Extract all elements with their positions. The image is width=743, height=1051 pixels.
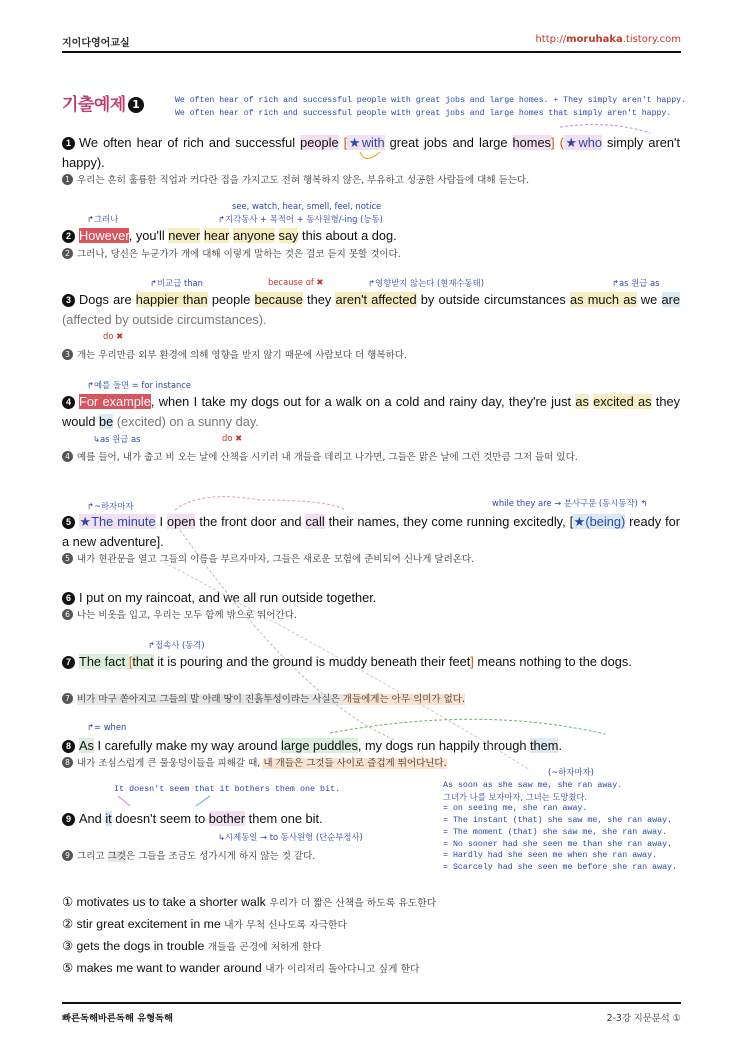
sentence-6: 6 I put on my raincoat, and we all run outside together. xyxy=(62,588,680,608)
answer-options xyxy=(62,892,436,980)
note-as-as-4: ↳as 원급 as xyxy=(93,434,141,444)
sentence-3: 3 Dogs are happier than people because they aren't affected by outside circumstances as much as we are (affected by outside circumstances). xyxy=(62,292,680,327)
note-do-wrong-4: do ✖ xyxy=(222,433,243,443)
note-when: ↱= when xyxy=(87,722,127,732)
translation-8: 8 내가 조심스럽게 큰 물웅덩이들을 피해갈 때, 내 개들은 그것들 사이로 즐겁게 뛰어다닌다. xyxy=(62,756,680,772)
translation-3: 3 개는 우리만큼 외부 환경에 의해 영향을 받지 않기 때문에 사람보다 더 행복하다. xyxy=(62,348,680,364)
side-note-as-soon-as: As soon as she saw me, she ran away. 그녀가 나를 보자마자, 그녀는 도망쳤다. = on seeing me, she ran away. = The instant (that) she saw me, she ran away. = The moment (that) she saw me, she ran away. = No sooner had she seen me than she ran away. = Hardly had she seen me when she ran away. = Scarcely had she seen me before she ran away. xyxy=(443,781,678,872)
header-academy-name: 지이다영어교실 xyxy=(62,38,130,49)
page-title: 기출예제 1 xyxy=(62,90,144,115)
note-appositive: ↱접속사 (동격) xyxy=(148,640,205,650)
sentence-7: 7 The fact [that it is pouring and the ground is muddy beneath their feet] means nothing to the dogs. xyxy=(62,652,680,672)
sentence-2: 2 However, you'll never hear anyone say this about a dog. xyxy=(62,226,680,246)
sentence-9: 9 And it doesn't seem to bother them one bit. xyxy=(62,809,680,829)
arrow-it-bothers xyxy=(118,796,130,806)
option-3[interactable]: ③ gets the dogs in trouble 개들을 곤경에 처하게 한다 xyxy=(62,939,322,953)
arrow-homes-who xyxy=(560,125,650,133)
header-url[interactable]: http://moruhaka.tistory.com xyxy=(535,34,681,45)
translation-4: 4 예를 들어, 내가 춥고 비 오는 날에 산책을 시키러 내 개들을 데리고 나가면, 그들은 맑은 날에 그런 것만큼 그저 들떠 있다. xyxy=(62,450,680,466)
arrow-minute-open xyxy=(175,497,345,510)
sentence-4: 4 For example, when I take my dogs out for a walk on a cold and rainy day, they're just as excited as they would be (excited) on a sunny day. xyxy=(62,394,680,429)
option-5[interactable]: ⑤ makes me want to wander around 내가 이리저리 돌아다니고 싶게 한다 xyxy=(62,961,420,975)
footer-section: 2-3강 지문분석 ① xyxy=(606,1013,681,1024)
footer-rule xyxy=(62,1002,681,1004)
option-1[interactable]: ① motivates us to take a shorter walk 우리가 더 짧은 산책을 하도록 유도한다 xyxy=(62,895,437,909)
option-2[interactable]: ② stir great excitement in me 내가 무척 신나도록 자극한다 xyxy=(62,917,347,931)
note-however: ↱그러나 xyxy=(87,214,119,224)
arrow-bother-infinitive xyxy=(196,796,210,806)
note-participle: while they are → 분사구문 (동시동작) ↰ xyxy=(492,498,648,508)
note-as-as: ↱as 원급 as xyxy=(612,278,660,288)
note-do-wrong-3: do ✖ xyxy=(103,331,124,341)
sentence-5: 5 ★The minute I open the front door and call their names, they come running excitedly, [★(being) ready for a new adventure]. xyxy=(62,514,680,549)
note-it-seems-that: It doesn't seem that it bothers them one bit. xyxy=(114,784,341,794)
note-because-of: because of ✖ xyxy=(268,277,324,287)
footer-book-title: 빠른독해바른독해 유형독해 xyxy=(62,1013,174,1024)
sentence-1: 1 We often hear of rich and successful people [★with great jobs and large homes] (★who simply aren't happy). xyxy=(62,135,681,170)
translation-9: 9 그리고 그것은 그들을 조금도 성가시게 하지 않는 것 같다. xyxy=(62,849,680,865)
header-rule xyxy=(62,51,681,53)
arrow-puddles-them xyxy=(330,719,605,734)
page-header xyxy=(62,34,681,50)
note-for-example: ↱예를 들면 = for instance xyxy=(87,380,192,390)
title-note-2: We often hear of rich and successful people with great jobs and large homes that simply aren't happy. xyxy=(175,109,672,118)
translation-1: 1 우리는 흔히 훌륭한 직업과 커다란 집을 가지고도 전혀 행복하지 않은, 부유하고 성공한 사람들에 대해 듣는다. xyxy=(62,173,680,189)
translation-7: 7 비가 마구 쏟아지고 그들의 발 아래 땅이 진흙투성이라는 사실은 개들에게는 아무 의미가 없다. xyxy=(62,692,680,708)
page-footer xyxy=(62,1010,681,1024)
translation-2: 2 그러나, 당신은 누군가가 개에 대해 이렇게 말하는 것은 결코 듣지 못할 것이다. xyxy=(62,247,680,263)
side-note-label: (~하자마자) xyxy=(548,767,594,777)
note-simple-infinitive: ↳시제동일 → to 동사원형 (단순부정사) xyxy=(218,832,363,842)
translation-6: 6 나는 비옷을 입고, 우리는 모두 함께 밖으로 뛰어간다. xyxy=(62,608,680,624)
note-perception-verb-rule: ↱지각동사 + 목적어 + 동사원형/-ing (능동) xyxy=(218,214,383,224)
note-perception-verbs-list: see, watch, hear, smell, feel, notice xyxy=(232,201,382,211)
note-passive: ↱영향받지 않는다 (현재수동태) xyxy=(368,278,484,288)
sentence-8: 8 As I carefully make my way around large puddles, my dogs run happily through them. xyxy=(62,736,680,756)
translation-5: 5 내가 현관문을 열고 그들의 이름을 부르자마자, 그들은 새로운 모험에 준비되어 신나게 달려온다. xyxy=(62,552,680,568)
note-as-soon-as: ↱~하자마자 xyxy=(87,501,134,511)
note-comparative: ↱비교급 than xyxy=(150,278,203,288)
title-note-1: We often hear of rich and successful people with great jobs and large homes. + They simply aren't happy. xyxy=(175,96,686,105)
